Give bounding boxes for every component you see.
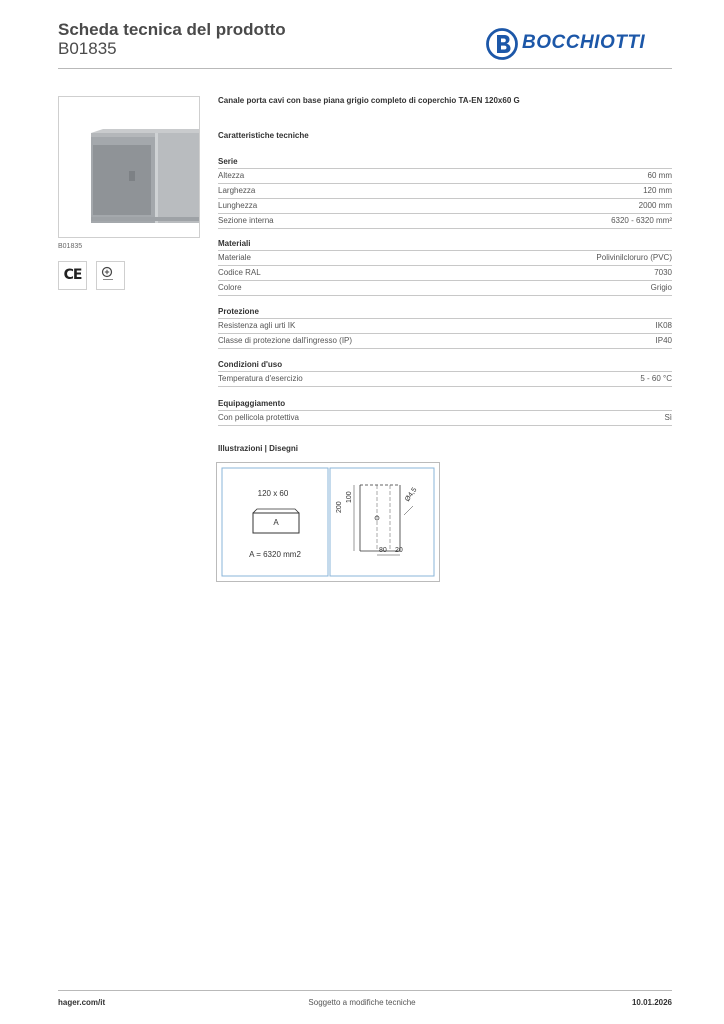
spec-value: Sì	[664, 413, 672, 422]
spec-value: 7030	[654, 268, 672, 277]
spec-value: 120 mm	[643, 186, 672, 195]
ce-mark-label: CE	[63, 267, 82, 283]
spec-label: Codice RAL	[218, 268, 261, 277]
spec-row	[218, 213, 672, 229]
spec-value: Polivinilcloruro (PVC)	[596, 253, 672, 262]
section-materiali	[218, 238, 672, 296]
dim-200-label: 200	[336, 501, 343, 513]
ce-mark-icon	[58, 261, 87, 290]
page-title: Scheda tecnica del prodotto	[58, 20, 286, 39]
spec-row	[218, 371, 672, 387]
spec-label: Sezione interna	[218, 216, 274, 225]
product-code: B01835	[58, 39, 117, 58]
section-title: Materiali	[218, 239, 251, 248]
footer-date: 10.01.2026	[631, 998, 672, 1007]
spec-label: Altezza	[218, 171, 245, 180]
section-protezione	[218, 306, 672, 349]
spec-row	[218, 265, 672, 280]
spec-label: Resistenza agli urti IK	[218, 321, 296, 330]
brand-logo	[486, 28, 668, 60]
spec-value: 6320 - 6320 mm²	[611, 216, 672, 225]
section-size-label: 120 x 60	[257, 489, 289, 498]
spec-row	[218, 183, 672, 198]
product-description: Canale porta cavi con base piana grigio completo di coperchio TA-EN 120x60 G	[218, 96, 520, 105]
footer-divider	[58, 990, 672, 991]
section-title: Protezione	[218, 307, 259, 316]
spec-label: Materiale	[218, 253, 251, 262]
section-title: Serie	[218, 157, 238, 166]
dim-100-label: 100	[346, 491, 353, 503]
section-equipaggiamento	[218, 398, 672, 426]
dim-hole-label: Ø4,5	[404, 486, 419, 504]
header-divider	[58, 68, 672, 69]
spec-label: Con pellicola protettiva	[218, 413, 299, 422]
area-value-label: A = 6320 mm2	[249, 550, 301, 559]
brand-b-icon	[486, 28, 518, 60]
dim-20-label: 20	[395, 547, 403, 554]
certification-mark-icon	[96, 261, 125, 290]
spec-row	[218, 333, 672, 349]
spec-value: IP40	[655, 336, 672, 345]
area-letter-label: A	[273, 518, 279, 527]
spec-value: 2000 mm	[638, 201, 672, 210]
spec-row	[218, 410, 672, 426]
spec-value: IK08	[655, 321, 672, 330]
spec-value: Grigio	[650, 283, 672, 292]
spec-label: Classe di protezione dall'ingresso (IP)	[218, 336, 353, 345]
spec-row	[218, 280, 672, 296]
footer-disclaimer: Soggetto a modifiche tecniche	[308, 998, 416, 1007]
tech-specs-heading: Caratteristiche tecniche	[218, 131, 309, 140]
spec-row	[218, 198, 672, 213]
section-serie	[218, 156, 672, 229]
spec-value: 60 mm	[647, 171, 672, 180]
footer-website-link[interactable]: hager.com/it	[58, 998, 106, 1007]
product-image	[58, 96, 200, 238]
dim-80-label: 80	[379, 547, 387, 554]
spec-row	[218, 250, 672, 265]
spec-value: 5 - 60 °C	[640, 374, 672, 383]
section-title: Condizioni d'uso	[218, 360, 283, 369]
section-condizioni-uso	[218, 359, 672, 387]
technical-drawings	[216, 462, 440, 582]
spec-label: Lunghezza	[218, 201, 258, 210]
illustrations-heading: Illustrazioni | Disegni	[218, 444, 299, 453]
spec-label: Colore	[218, 283, 242, 292]
spec-label: Temperatura d'esercizio	[218, 374, 303, 383]
spec-row	[218, 318, 672, 333]
spec-row	[218, 168, 672, 183]
image-caption: B01835	[58, 243, 83, 250]
brand-name: BOCCHIOTTI	[522, 32, 646, 53]
spec-label: Larghezza	[218, 186, 256, 195]
section-title: Equipaggiamento	[218, 399, 286, 408]
